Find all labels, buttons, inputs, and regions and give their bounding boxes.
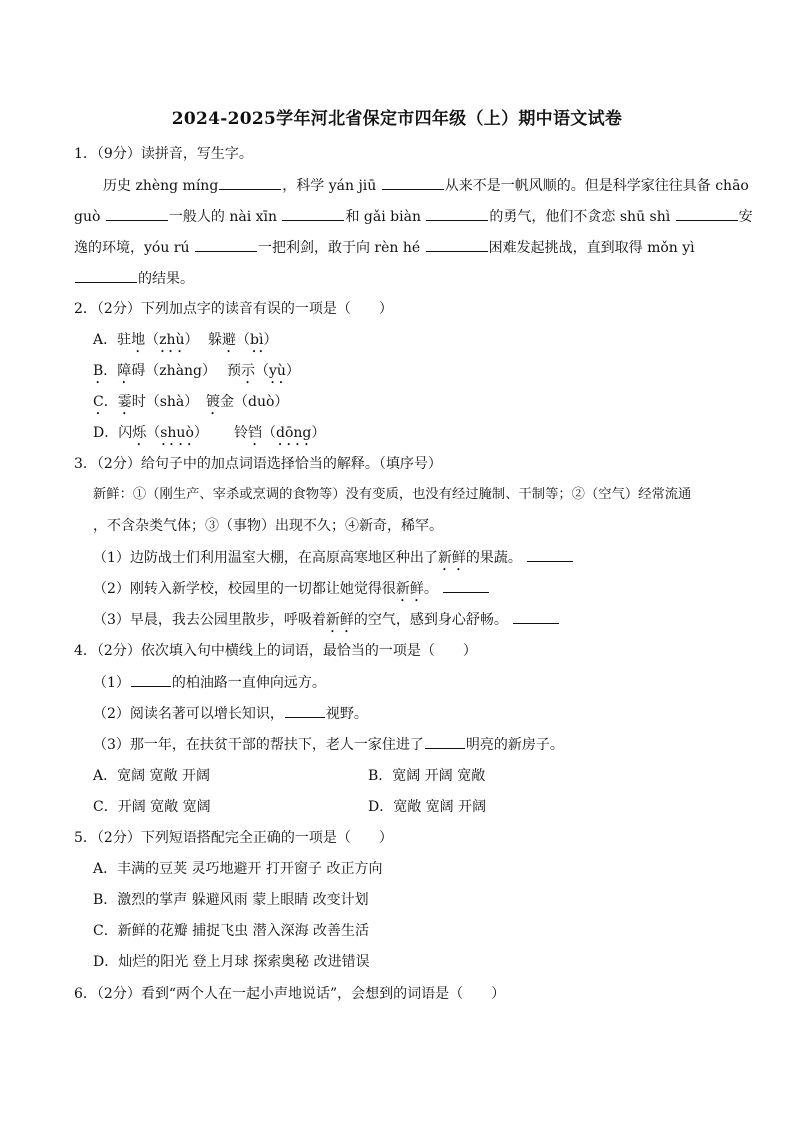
exam-title: 2024-2025学年河北省保定市四年级（上）期中语文试卷	[171, 109, 623, 129]
sentence-text: 。	[423, 581, 438, 597]
answer-blank[interactable]	[282, 206, 344, 221]
option-text: 时（shà）	[131, 394, 199, 410]
q1-text: 历史 zhèng míng	[103, 178, 219, 194]
answer-blank[interactable]	[75, 268, 137, 283]
answer-blank[interactable]	[426, 237, 488, 252]
q1-text: 从来不是一帆风顺的。但是科学家往往具备 chāo	[444, 178, 749, 194]
sentence-text: （2）阅读名著可以增长知识，	[93, 706, 284, 722]
answer-blank[interactable]	[106, 206, 168, 221]
answer-blank[interactable]	[425, 734, 465, 749]
q1-text: 一般人的 nài xīn	[168, 209, 278, 225]
q3-heading: 3．（2分）给句子中的加点词语选择恰当的解释。（填序号）	[74, 456, 442, 472]
q1-line-1	[103, 175, 749, 196]
answer-blank[interactable]	[513, 609, 559, 624]
dotted-char: 地（zhù）	[131, 332, 199, 348]
option-text: 铃	[234, 425, 248, 441]
option-text: 金（duò）	[220, 394, 289, 410]
q4-option-b[interactable]: B．宽阔 开阔 宽敞	[368, 768, 486, 784]
dotted-char: 镀	[206, 394, 220, 410]
dotted-char: B．障	[93, 363, 132, 379]
q6-heading: 6．（2分）看到“两个人在一起小声地说话”，会想到的词语是（ ）	[74, 986, 506, 1002]
q2-option-c[interactable]	[93, 392, 198, 418]
q3-definition-1: 新鲜：①（刚生产、宰杀或烹调的食物等）没有变质，也没有经过腌制、干制等；②（空气）经常流通	[93, 487, 692, 502]
q2-option-d[interactable]	[93, 423, 208, 449]
q5-option-b[interactable]: B．激烈的掌声 躲避风雨 蒙上眼睛 改变计划	[93, 892, 369, 908]
q1-line-4	[74, 268, 194, 289]
dotted-word: 新鲜	[437, 550, 466, 566]
option-text: D．闪	[93, 425, 133, 441]
q2-heading: 2．（2分）下列加点字的读音有误的一项是（ ）	[74, 301, 393, 317]
q1-text: guò	[74, 209, 101, 225]
q1-text: 安	[738, 209, 753, 225]
option-text: 碍（zhàng）	[131, 363, 217, 379]
q5-option-d[interactable]: D．灿烂的阳光 登上月球 探索奥秘 改进错误	[93, 954, 370, 970]
option-text: 预	[227, 363, 241, 379]
q5-heading: 5．（2分）下列短语搭配完全正确的一项是（ ）	[74, 830, 393, 846]
sentence-text: 视野。	[325, 706, 368, 722]
q1-text: 一把利剑，敢于向 rèn hé	[257, 240, 421, 256]
q4-option-d[interactable]: D．宽敞 宽阔 开阔	[368, 799, 487, 815]
q1-text: ，科学 yán jiū	[282, 178, 377, 194]
sentence-text: 的柏油路一直伸向远方。	[171, 675, 326, 691]
dotted-char: C．霎	[93, 394, 132, 410]
dotted-word: 新鲜	[395, 581, 424, 597]
answer-blank[interactable]	[527, 547, 573, 562]
q2-option-b[interactable]	[93, 361, 216, 387]
option-text: A．驻	[93, 332, 132, 348]
dotted-char: 避（bì）	[222, 332, 278, 348]
dotted-char: 烁（shuò）	[132, 425, 208, 441]
sentence-text: （2）刚转入新学校，校园里的一切都让她觉得很	[93, 581, 396, 597]
sentence-text: （3）早晨，我去公园里散步，呼吸着	[93, 612, 326, 628]
dotted-char: 示（yù）	[241, 363, 300, 379]
q3-definition-2: ，不含杂类气体；③（事物）出现不久；④新奇，稀罕。	[93, 518, 443, 534]
q1-text: 的结果。	[138, 271, 194, 287]
answer-blank[interactable]	[443, 578, 489, 593]
answer-blank[interactable]	[676, 206, 738, 221]
q2-option-b-2	[227, 361, 300, 387]
q2-option-a[interactable]	[93, 330, 199, 356]
q4-sentence-3	[93, 734, 564, 755]
q2-option-a-2	[208, 330, 277, 356]
answer-blank[interactable]	[285, 703, 325, 718]
q1-text: 逸的环境，yóu rú	[74, 240, 190, 256]
sentence-text: 的空气，感到身心舒畅。	[353, 612, 508, 628]
sentence-text: （1）	[93, 675, 130, 691]
q1-heading: 1．（9分）读拼音，写生字。	[74, 146, 253, 162]
q1-text: 的勇气，他们不贪恋 shū shì	[489, 209, 671, 225]
option-text: 躲	[208, 332, 222, 348]
q1-text: 和 gǎi biàn	[345, 209, 421, 225]
q4-option-a[interactable]: A．宽阔 宽敞 开阔	[93, 768, 211, 784]
answer-blank[interactable]	[382, 175, 444, 190]
q3-sentence-3	[93, 609, 560, 636]
q3-sentence-1	[93, 547, 574, 574]
q4-heading: 4．（2分）依次填入句中横线上的词语，最恰当的一项是（ ）	[74, 643, 477, 659]
answer-blank[interactable]	[131, 672, 171, 687]
q1-text: 困难发起挑战，直到取得 mǒn yì	[488, 240, 695, 256]
answer-blank[interactable]	[195, 237, 257, 252]
q4-sentence-1	[93, 672, 326, 693]
q2-option-c-2	[206, 392, 288, 418]
q5-option-a[interactable]: A．丰满的豆荚 灵巧地避开 打开窗子 改正方向	[93, 861, 383, 877]
q4-option-c[interactable]: C．开阔 宽敞 宽阔	[93, 799, 211, 815]
q1-line-3	[74, 237, 695, 258]
q3-sentence-2	[93, 578, 490, 605]
q1-line-2	[74, 206, 753, 227]
answer-blank[interactable]	[426, 206, 488, 221]
q2-option-d-2	[234, 423, 325, 449]
dotted-word: 新鲜	[325, 612, 354, 628]
q5-option-c[interactable]: C．新鲜的花瓣 捕捉飞虫 潜入深海 改善生活	[93, 923, 370, 939]
q4-sentence-2	[93, 703, 368, 724]
answer-blank[interactable]	[219, 175, 281, 190]
dotted-char: 铛（dōng）	[248, 425, 326, 441]
sentence-text: （3）那一年，在扶贫干部的帮扶下，老人一家住进了	[93, 737, 424, 753]
sentence-text: 明亮的新房子。	[465, 737, 564, 753]
sentence-text: （1）边防战士们利用温室大棚，在高原高寒地区种出了	[93, 550, 438, 566]
sentence-text: 的果蔬。	[465, 550, 522, 566]
